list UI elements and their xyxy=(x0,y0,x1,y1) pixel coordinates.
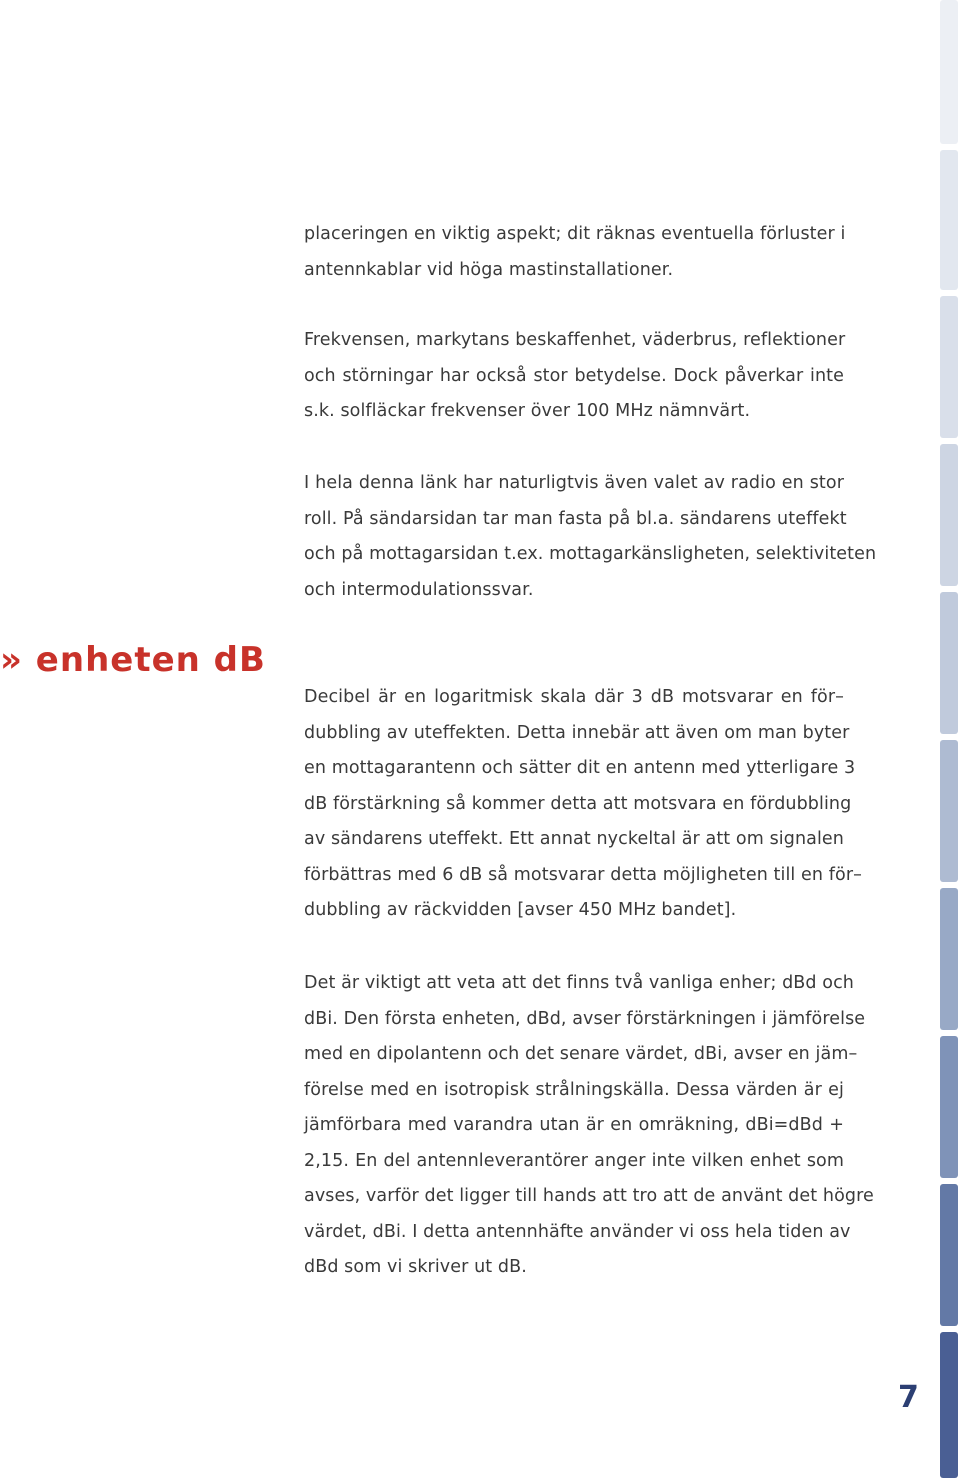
edge-segment xyxy=(940,0,958,144)
text-line: med en dipolantenn och det senare värdet, dBi, avser en jäm– xyxy=(304,1044,858,1064)
edge-segment xyxy=(940,444,958,586)
edge-segment xyxy=(940,592,958,734)
text-line: förelse med en isotropisk strålningskälla. Dessa värden är ej xyxy=(304,1079,844,1100)
text-line: roll. På sändarsidan tar man fasta på bl.a. sändarens uteffekt xyxy=(304,508,847,529)
paragraph-4 xyxy=(304,680,862,929)
text-line: dubbling av uteffekten. Detta innebär att även om man byter xyxy=(304,722,850,743)
text-line: dBi. Den första enheten, dBd, avser förstärkningen i jämförelse xyxy=(304,1008,866,1029)
edge-segment xyxy=(940,740,958,882)
text-line: och störningar har också stor betydelse. Dock påverkar inte xyxy=(304,365,844,386)
text-line: och på mottagarsidan t.ex. mottagarkänsligheten, selektiviteten xyxy=(304,544,877,564)
paragraph-3 xyxy=(304,466,877,608)
text-line: Frekvensen, markytans beskaffenhet, väderbrus, reflektioner xyxy=(304,330,846,350)
text-line: dubbling av räckvidden [avser 450 MHz bandet]. xyxy=(304,900,737,920)
text-line: och intermodulationssvar. xyxy=(304,579,534,600)
edge-segment xyxy=(940,296,958,438)
text-line: antennkablar vid höga mastinstallationer. xyxy=(304,259,674,280)
section-heading: » enheten dB xyxy=(0,640,266,680)
text-line: jämförbara med varandra utan är en omräkning, dBi=dBd + xyxy=(304,1115,844,1135)
text-line: värdet, dBi. I detta antennhäfte använder vi oss hela tiden av xyxy=(304,1221,851,1242)
paragraph-5 xyxy=(304,966,874,1286)
edge-segment xyxy=(940,150,958,290)
edge-segment xyxy=(940,888,958,1030)
edge-segment xyxy=(940,1332,958,1478)
text-line: avses, varför det ligger till hands att tro att de använt det högre xyxy=(304,1186,874,1206)
text-line: av sändarens uteffekt. Ett annat nyckeltal är att om signalen xyxy=(304,829,844,849)
paragraph-1 xyxy=(304,217,844,288)
text-line: placeringen en viktig aspekt; dit räknas eventuella förluster i xyxy=(304,224,846,244)
text-line: Det är viktigt att veta att det finns två vanliga enher; dBd och xyxy=(304,973,855,993)
edge-decoration xyxy=(940,0,958,1478)
text-line: dB förstärkning så kommer detta att motsvara en fördubbling xyxy=(304,793,852,814)
text-line: 2,15. En del antennleverantörer anger inte vilken enhet som xyxy=(304,1150,844,1171)
text-line: förbättras med 6 dB så motsvarar detta möjligheten till en för– xyxy=(304,864,862,885)
text-line: dBd som vi skriver ut dB. xyxy=(304,1257,527,1277)
edge-segment xyxy=(940,1184,958,1326)
text-line: en mottagarantenn och sätter dit en antenn med ytterligare 3 xyxy=(304,758,856,778)
text-line: Decibel är en logaritmisk skala där 3 dB motsvarar en för– xyxy=(304,687,844,707)
edge-segment xyxy=(940,1036,958,1178)
page-number: 7 xyxy=(898,1380,919,1415)
text-line: s.k. solfläckar frekvenser över 100 MHz nämnvärt. xyxy=(304,401,751,421)
paragraph-2 xyxy=(304,323,844,430)
text-line: I hela denna länk har naturligtvis även valet av radio en stor xyxy=(304,473,844,493)
